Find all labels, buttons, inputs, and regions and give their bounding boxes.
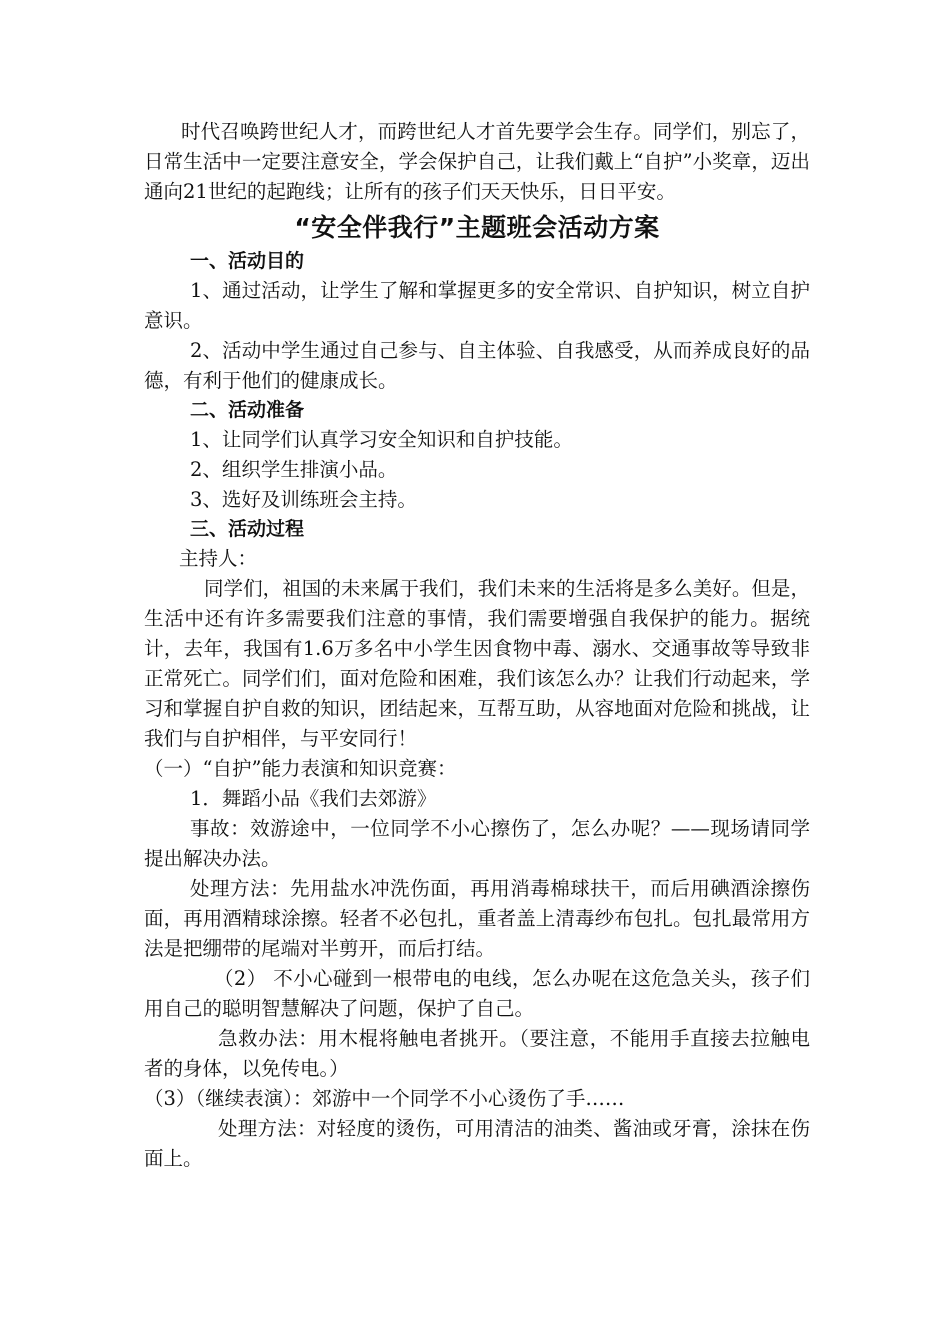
section-heading-preparation: 二、活动准备: [190, 399, 305, 421]
document-title: “安全伴我行”主题班会活动方案: [294, 213, 660, 242]
accident-paragraph: 事故：效游途中，一位同学不小心擦伤了，怎么办呢？——现场请同学提出解决办法。: [144, 817, 810, 870]
purpose-item-1: 1、通过活动，让学生了解和掌握更多的安全常识、自护知识，树立自护意识。: [144, 279, 810, 332]
part1-heading: （一）“自护”能力表演和知识竞赛：: [144, 757, 457, 780]
document-page: [144, 117, 810, 1174]
section-heading-process: 三、活动过程: [190, 518, 305, 540]
preparation-item-1: 1、让同学们认真学习安全知识和自护技能。: [190, 428, 573, 451]
section-heading-purpose: 一、活动目的: [190, 250, 305, 272]
treatment3-paragraph: 处理方法：对轻度的烫伤，可用清洁的油类、酱油或牙膏，涂抹在伤面上。: [144, 1117, 810, 1170]
treatment1-paragraph: 处理方法：先用盐水冲洗伤面，再用消毒棉球扶干，而后用碘酒涂擦伤面，再用酒精球涂擦。轻者不必包扎，重者盖上清毒纱布包扎。包扎最常用方法是把绷带的尾端对半剪开，而后打结。: [144, 877, 810, 960]
host-speech: 同学们，祖国的未来属于我们，我们未来的生活将是多么美好。但是，生活中还有许多需要我们注意的事情，我们需要增强自我保护的能力。据统计，去年，我国有1.6万多名中小学生因食物中毒、溺水、交通事故等导致非正常死亡。同学们们，面对危险和困难，我们该怎么办？让我们行动起来，学习和掌握自护自救的知识，团结起来，互帮互助，从容地面对危险和挑战，让我们与自护相伴，与平安同行！: [144, 577, 810, 750]
host-label: 主持人：: [179, 547, 258, 570]
purpose-item-2: 2、活动中学生通过自己参与、自主体验、自我感受，从而养成良好的品德，有利于他们的健康成长。: [144, 339, 810, 392]
preparation-item-3: 3、选好及训练班会主持。: [190, 488, 417, 511]
intro-paragraph: 时代召唤跨世纪人才，而跨世纪人才首先要学会生存。同学们，别忘了，日常生活中一定要注意安全，学会保护自己，让我们戴上“自护”小奖章，迈出通向21世纪的起跑线；让所有的孩子们天天快乐，日日平安。: [144, 120, 810, 203]
item2-paragraph: （2） 不小心碰到一根带电的电线，怎么办呢在这危急关头，孩子们用自己的聪明智慧解决了问题，保护了自己。: [144, 967, 810, 1020]
skit1-title: 1．舞蹈小品《我们去郊游》: [190, 787, 437, 810]
item3-paragraph: （3）（继续表演）：郊游中一个同学不小心烫伤了手……: [144, 1087, 625, 1110]
first-aid-paragraph: 急救办法：用木棍将触电者挑开。（要注意，不能用手直接去拉触电者的身体，以免传电。）: [144, 1027, 810, 1080]
preparation-item-2: 2、组织学生排演小品。: [190, 458, 398, 481]
